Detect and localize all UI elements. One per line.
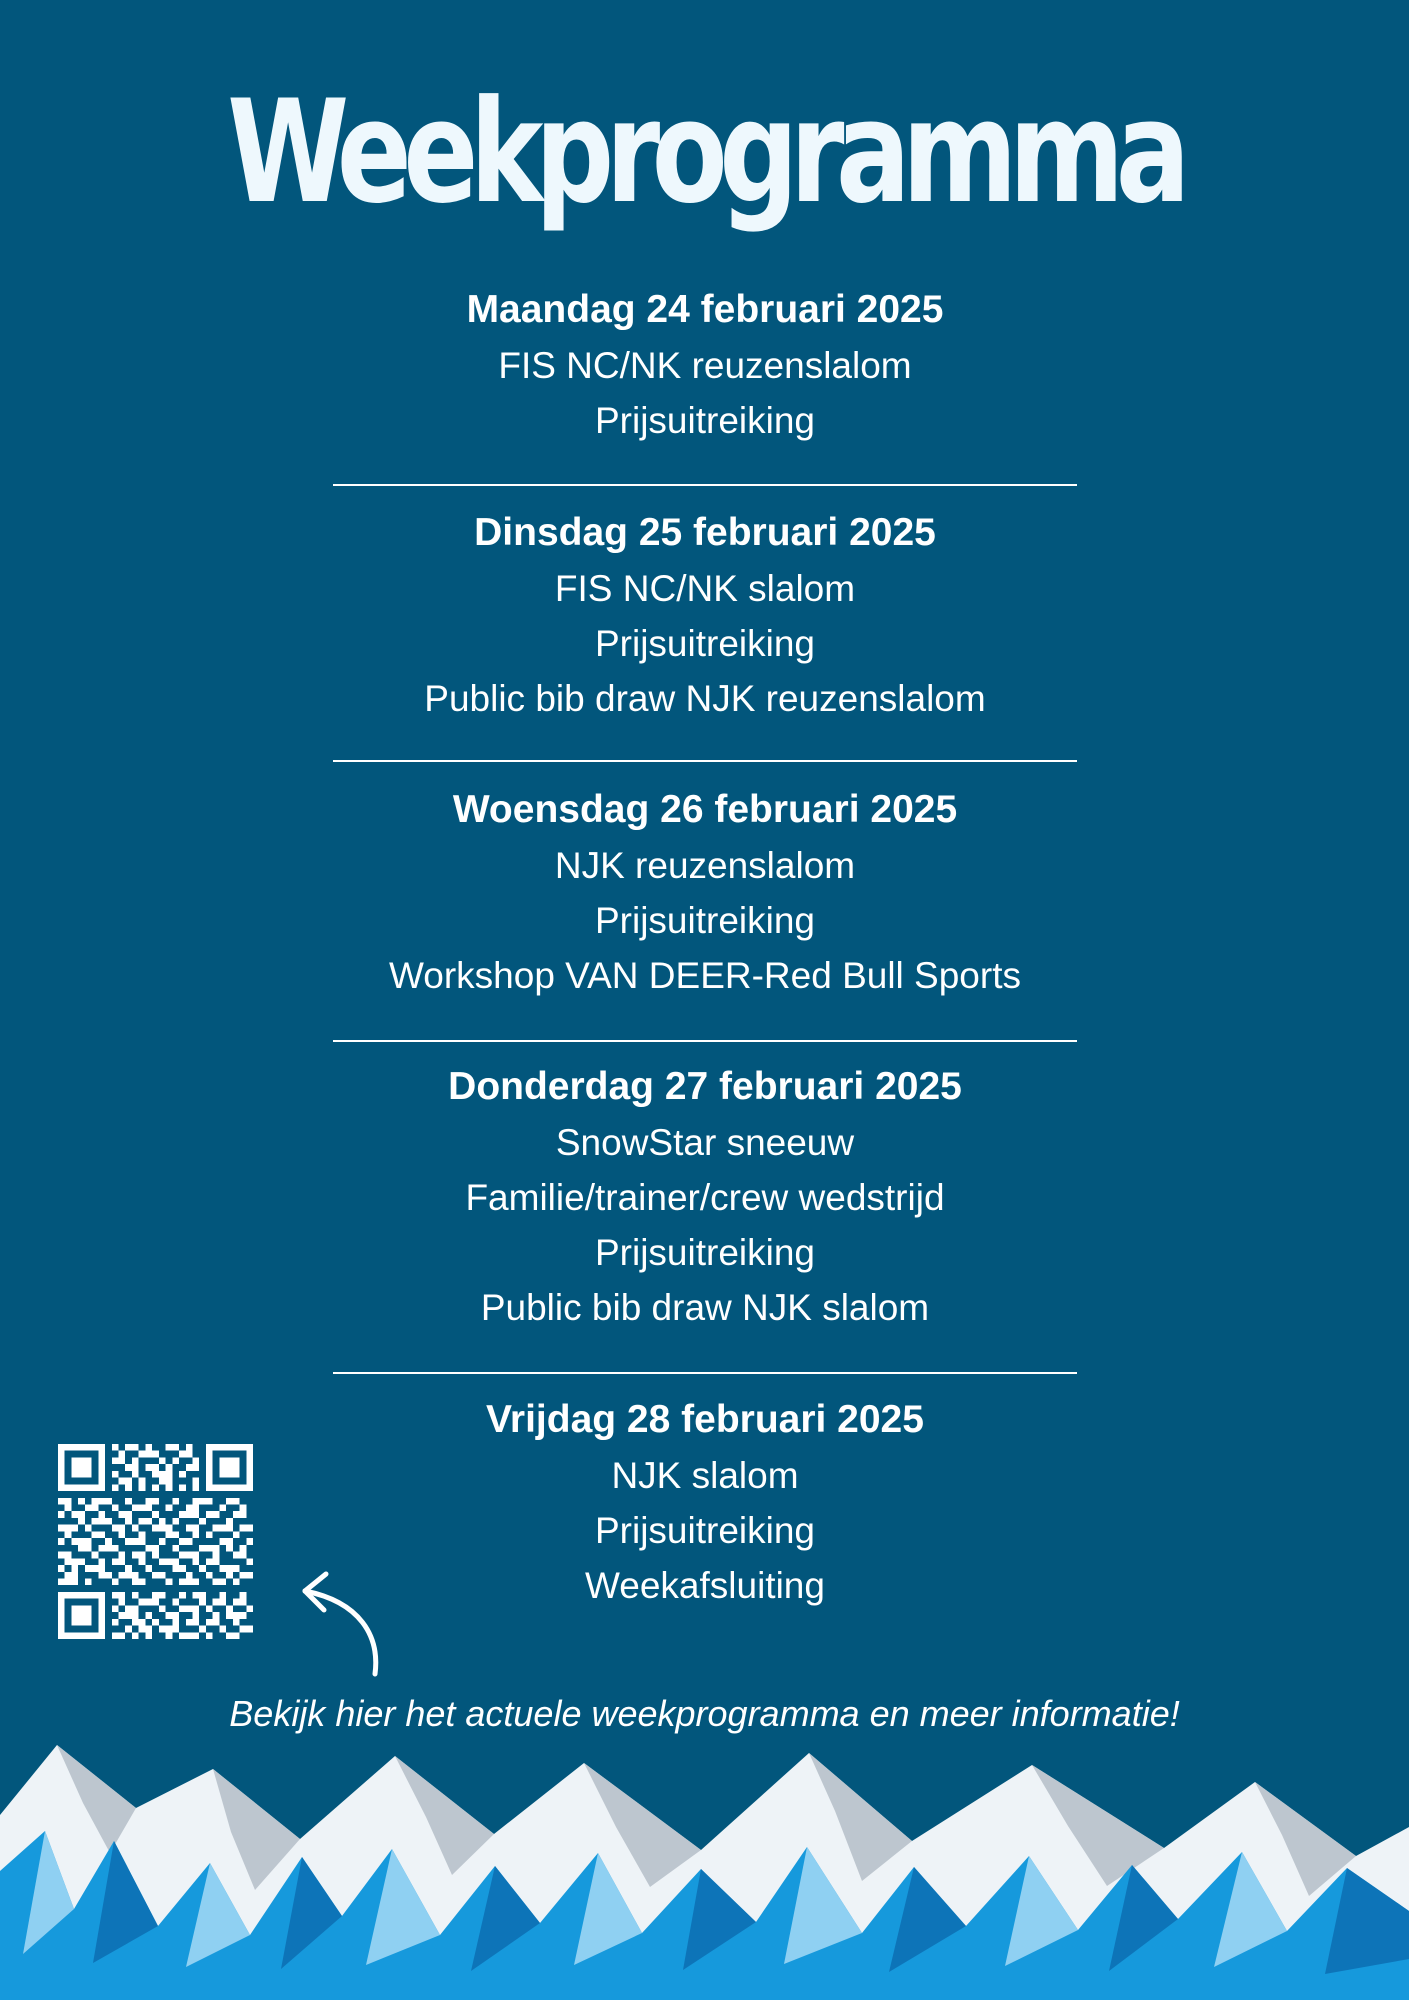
event-item: FIS NC/NK reuzenslalom xyxy=(498,345,912,386)
day-title: Maandag 24 februari 2025 xyxy=(466,288,944,331)
event-item: FIS NC/NK slalom xyxy=(554,568,856,609)
day-title: Dinsdag 25 februari 2025 xyxy=(474,511,936,554)
day-title: Vrijdag 28 februari 2025 xyxy=(486,1398,924,1441)
day-block-wednesday xyxy=(333,782,1077,1003)
section-divider xyxy=(333,1040,1077,1042)
event-item: Workshop VAN DEER-Red Bull Sports xyxy=(389,955,1021,996)
event-item: Prijsuitreiking xyxy=(594,400,815,441)
day-block-thursday xyxy=(333,1059,1077,1335)
section-divider xyxy=(333,760,1077,762)
section-divider xyxy=(333,1372,1077,1374)
mountain-range xyxy=(0,1745,1409,2000)
page-title: Weekprogramma xyxy=(227,70,1182,235)
event-item: Prijsuitreiking xyxy=(594,1232,815,1273)
day-title: Donderdag 27 februari 2025 xyxy=(448,1065,962,1108)
event-item: Prijsuitreiking xyxy=(594,1510,815,1551)
event-item: Prijsuitreiking xyxy=(594,900,815,941)
day-block-monday xyxy=(333,282,1077,448)
event-item: NJK reuzenslalom xyxy=(554,845,856,886)
day-block-friday xyxy=(333,1392,1077,1613)
curved-arrow-icon xyxy=(278,1568,390,1680)
qr-code-icon[interactable] xyxy=(58,1444,253,1639)
event-item: Public bib draw NJK slalom xyxy=(480,1287,930,1328)
event-item: SnowStar sneeuw xyxy=(555,1122,855,1163)
event-item: Familie/trainer/crew wedstrijd xyxy=(465,1177,945,1218)
footer-note: Bekijk hier het actuele weekprogramma en meer informatie! xyxy=(229,1693,1180,1734)
event-item: NJK slalom xyxy=(611,1455,799,1496)
event-item: Weekafsluiting xyxy=(585,1565,825,1606)
day-title: Woensdag 26 februari 2025 xyxy=(452,788,958,831)
event-item: Prijsuitreiking xyxy=(594,623,815,664)
day-block-tuesday xyxy=(333,505,1077,726)
event-item: Public bib draw NJK reuzenslalom xyxy=(424,678,986,719)
section-divider xyxy=(333,484,1077,486)
